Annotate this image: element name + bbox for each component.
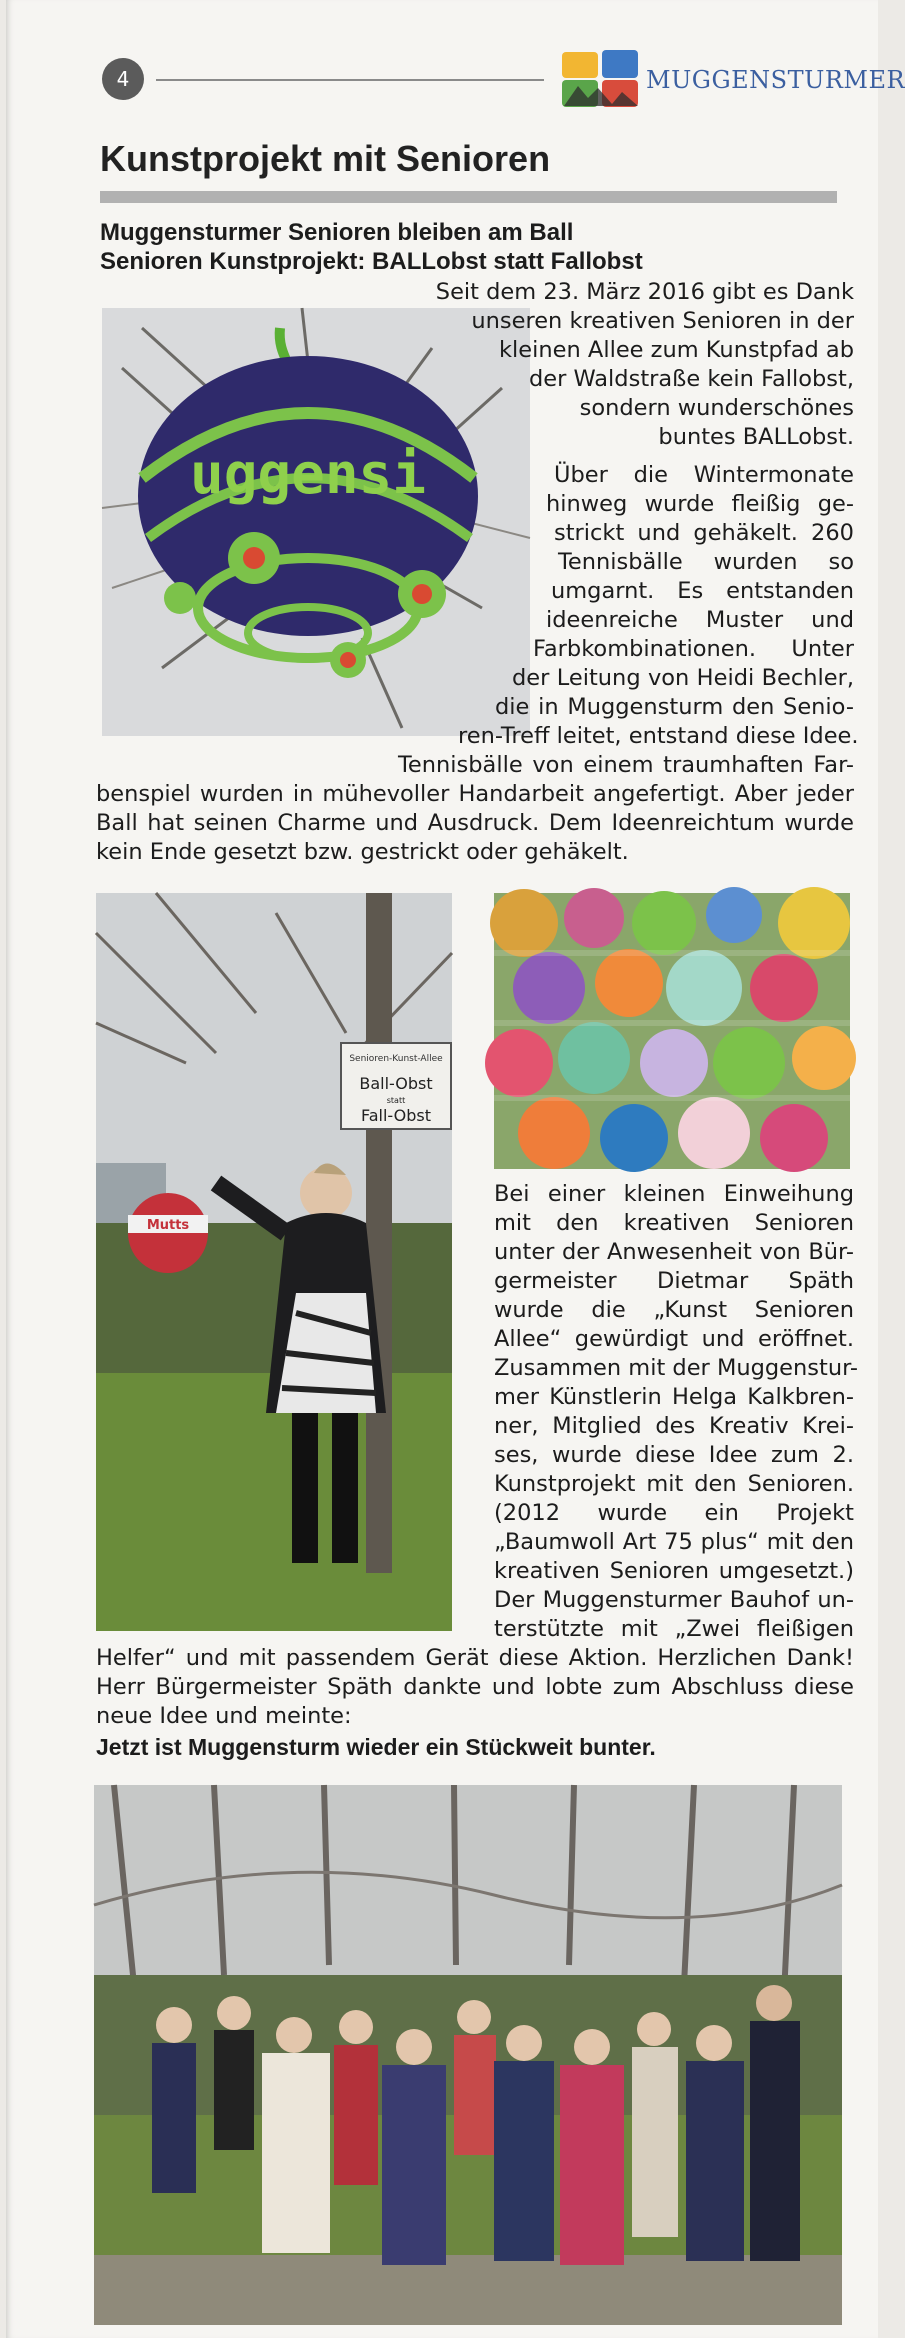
text-line: ner, Mitglied des Kreativ Krei- [494,1413,854,1439]
text-line: mit den kreativen Senioren [494,1210,854,1236]
brand-name: MUGGENSTURMER [646,66,905,94]
header-rule [156,79,544,81]
text-line: strickt und gehäkelt. 260 [554,520,854,546]
page-number-badge: 4 [102,58,144,100]
text-line: Seit dem 23. März 2016 gibt es Dank [435,279,854,305]
text-line: Der Muggensturmer Bauhof un- [494,1587,854,1613]
paragraph-3-column [494,1180,859,1644]
text-line: kein Ende gesetzt bzw. gestrickt oder gehäkelt. [96,839,629,865]
text-line: Herr Bürgermeister Späth dankte und lobte zum Abschluss diese [96,1674,854,1700]
closing-quote: Jetzt ist Muggensturm wieder ein Stückweit bunter. [96,1734,656,1760]
sign-line-1: Ball-Obst [359,1074,433,1093]
text-line: neue Idee und meinte: [96,1703,352,1729]
text-line: der Waldstraße kein Fallobst, [528,366,854,392]
text-line: Allee“ gewürdigt und eröffnet. [494,1326,854,1352]
text-line: germeister Dietmar Späth [494,1268,854,1294]
text-line: unseren kreativen Senioren in der [471,308,854,334]
text-line: Tennisbälle wurden so [558,549,854,575]
text-line: Kunstprojekt mit den Senioren. [494,1471,854,1497]
text-line: wurde die „Kunst Senioren [494,1297,854,1323]
ball-lettering: uggensi [189,442,427,507]
crocheted-balls-photo [494,893,850,1169]
intro-paragraph [416,278,854,452]
article-title: Kunstprojekt mit Senioren [100,138,551,179]
paragraph-3-full [96,1644,854,1731]
article-subtitle [100,218,820,276]
text-line: buntes BALLobst. [658,424,854,450]
text-line: terstützte mit „Zwei fleißigen [494,1616,854,1642]
held-ball-lettering: Mutts [146,1218,190,1233]
text-line: Farbkombinationen. Unter [533,636,854,662]
paragraph-2-wrapped [6,461,859,780]
newspaper-page [6,0,905,2338]
title-rule [100,191,837,203]
subtitle-line: Muggensturmer Senioren bleiben am Ball [100,219,574,246]
text-line: mer Künstlerin Helga Kalkbren- [494,1384,854,1410]
muggensturm-logo-icon [560,48,642,110]
text-line: umgarnt. Es entstanden [551,578,854,604]
text-line: Tennisbälle von einem traumhaften Far- [398,752,854,778]
text-line: unter der Anwesenheit von Bür- [494,1239,854,1265]
text-line: kreativen Senioren umgesetzt.) [494,1558,854,1584]
text-line: der Leitung von Heidi Bechler, [512,665,854,691]
sign-line-2: Fall-Obst [360,1106,432,1125]
paragraph-2-full [96,780,854,867]
text-line: Zusammen mit der Muggenstur- [494,1355,859,1381]
text-line: ses, wurde diese Idee zum 2. [494,1442,854,1468]
text-line: Bei einer kleinen Einweihung [494,1181,854,1207]
text-line: kleinen Allee zum Kunstpfad ab [499,337,854,363]
woman-with-ball-photo [96,893,452,1631]
text-line: Ball hat seinen Charme und Ausdruck. Dem Ideenreichtum wurde [96,810,854,836]
text-line: „Baumwoll Art 75 plus“ mit den [494,1529,854,1555]
text-line: Helfer“ und mit passendem Gerät diese Aktion. Herzlichen Dank! [96,1645,854,1671]
sign-header: Senioren-Kunst-Allee [349,1054,443,1064]
text-line: sondern wunderschönes [579,395,854,421]
text-line: hinweg wurde fleißig ge- [546,491,854,517]
text-line: Über die Wintermonate [554,462,854,488]
text-line: (2012 wurde ein Projekt [494,1500,854,1526]
group-photo [94,1785,842,2325]
subtitle-line: Senioren Kunstprojekt: BALLobst statt Fallobst [100,248,643,275]
text-line: ideenreiche Muster und [546,607,854,633]
text-line: ren-Treff leitet, entstand diese Idee. [458,723,859,749]
sign-small: statt [386,1096,406,1105]
text-line: benspiel wurden in mühevoller Handarbeit angefertigt. Aber jeder [96,781,854,807]
text-line: die in Muggensturm den Senio- [495,694,854,720]
